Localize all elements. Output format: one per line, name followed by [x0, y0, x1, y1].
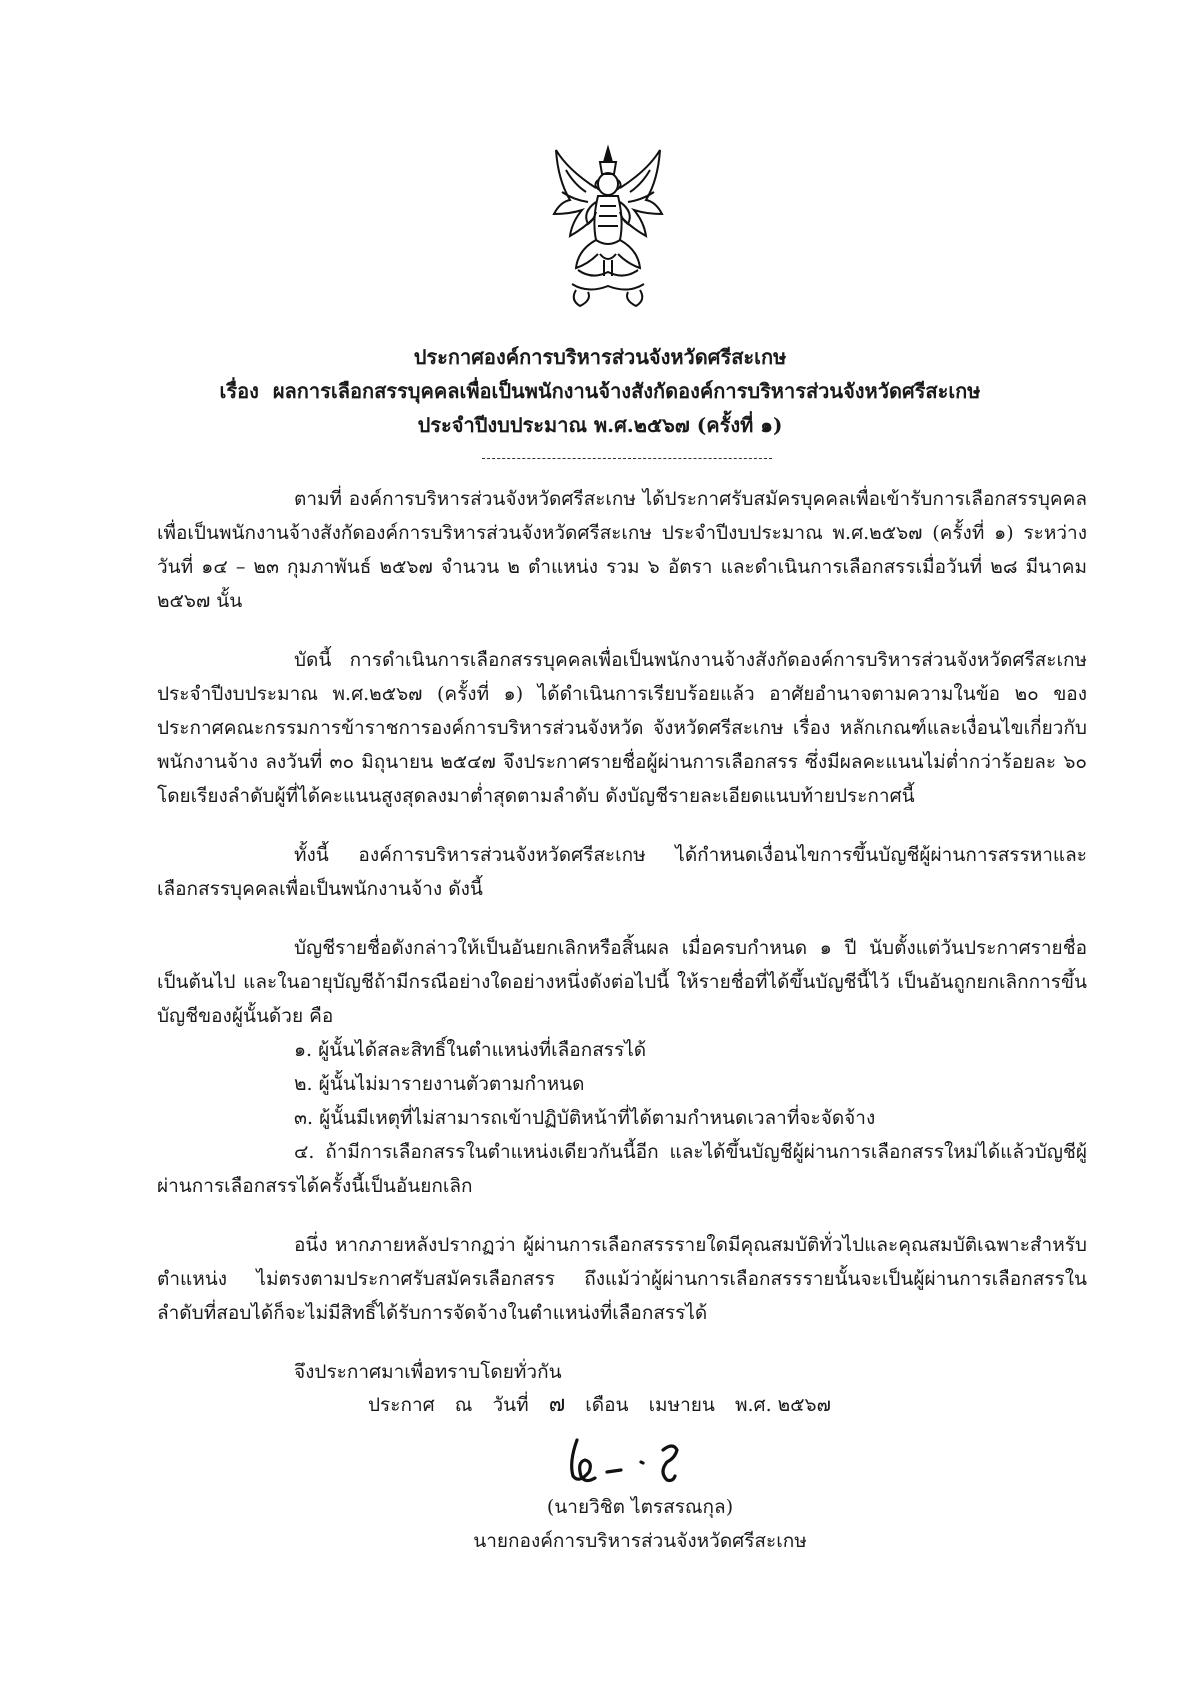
dateline-month-label: เดือน: [585, 1394, 629, 1416]
garuda-emblem-icon: [548, 140, 668, 315]
condition-item-3: ๓. ผู้นั้นมีเหตุที่ไม่สามารถเข้าปฏิบัติหน้าที่ได้ตามกำหนดเวลาที่จะจัดจ้าง: [294, 1107, 876, 1129]
announcement-body: [157, 482, 1087, 1414]
condition-item-1: ๑. ผู้นั้นได้สละสิทธิ์ในตำแหน่งที่เลือกสรรได้: [294, 1039, 647, 1061]
signer-block: [420, 1490, 860, 1558]
signer-position: นายกองค์การบริหารส่วนจังหวัดศรีสะเกษ: [473, 1530, 807, 1552]
paragraph-5: อนึ่ง หากภายหลังปรากฏว่า ผู้ผ่านการเลือกสรรรายใดมีคุณสมบัติทั่วไปและคุณสมบัติเฉพาะสำหรับตำแหน่ง ไม่ตรงตามประกาศรับสมัครเลือกสรร ถึงแม้ว่าผู้ผ่านการเลือกสรรรายนั้นจะเป็นผู้ผ่านการเลือกสรรในลำดับที่สอบได้ก็จะไม่มีสิทธิ์ได้รับการจัดจ้างในตำแหน่งที่เลือกสรรได้: [157, 1234, 1087, 1324]
subject-text: ผลการเลือกสรรบุคคลเพื่อเป็นพนักงานจ้างสังกัดองค์การบริหารส่วนจังหวัดศรีสะเกษ: [272, 379, 981, 403]
paragraph-2: บัดนี้ การดำเนินการเลือกสรรบุคคลเพื่อเป็นพนักงานจ้างสังกัดองค์การบริหารส่วนจังหวัดศรีสะเกษ ประจำปีงบประมาณ พ.ศ.๒๕๖๗ (ครั้งที่ ๑) ได้ดำเนินการเรียบร้อยแล้ว อาศัยอำนาจตามความในข้อ ๒๐ ของประกาศคณะกรรมการข้าราชการองค์การบริหารส่วนจังหวัด จังหวัดศรีสะเกษ เรื่อง หลักเกณฑ์และเงื่อนไขเกี่ยวกับพนักงานจ้าง ลงวันที่ ๓๐ มิถุนายน ๒๕๔๗ จึงประกาศรายชื่อผู้ผ่านการเลือกสรร ซึ่งมีผลคะแนนไม่ต่ำกว่าร้อยละ ๖๐ โดยเรียงลำดับผู้ที่ได้คะแนนสูงสุดลงมาต่ำสุดตามลำดับ ดังบัญชีรายละเอียดแนบท้ายประกาศนี้: [157, 649, 1087, 807]
signer-name: (นายวิชิต ไตรสรณกุล): [546, 1496, 734, 1518]
heading-divider: [482, 458, 772, 459]
announcement-dateline: [368, 1388, 845, 1422]
paragraph-3: ทั้งนี้ องค์การบริหารส่วนจังหวัดศรีสะเกษ ได้กำหนดเงื่อนไขการขึ้นบัญชีผู้ผ่านการสรรหาและเลือกสรรบุคคลเพื่อเป็นพนักงานจ้าง ดังนี้: [157, 844, 1087, 900]
subject-label: เรื่อง: [219, 379, 259, 403]
closing-statement: จึงประกาศมาเพื่อทราบโดยทั่วกัน: [294, 1361, 562, 1383]
dateline-announced: ประกาศ: [368, 1394, 435, 1416]
condition-item-4: ๔. ถ้ามีการเลือกสรรในตำแหน่งเดียวกันนี้อีก และได้ขึ้นบัญชีผู้ผ่านการเลือกสรรใหม่ได้แล้วบัญชีผู้ผ่านการเลือกสรรได้ครั้งนี้เป็นอันยกเลิก: [157, 1141, 1087, 1197]
dateline-day-label: วันที่: [492, 1394, 529, 1416]
subject-line: [150, 374, 1050, 408]
paragraph-1: ตามที่ องค์การบริหารส่วนจังหวัดศรีสะเกษ ได้ประกาศรับสมัครบุคคลเพื่อเข้ารับการเลือกสรรบุคคลเพื่อเป็นพนักงานจ้างสังกัดองค์การบริหารส่วนจังหวัดศรีสะเกษ ประจำปีงบประมาณ พ.ศ.๒๕๖๗ (ครั้งที่ ๑) ระหว่างวันที่ ๑๔ – ๒๓ กุมภาพันธ์ ๒๕๖๗ จำนวน ๒ ตำแหน่ง รวม ๖ อัตรา และดำเนินการเลือกสรรเมื่อวันที่ ๒๘ มีนาคม ๒๕๖๗ นั้น: [157, 488, 1087, 612]
handwritten-signature: [555, 1432, 705, 1492]
dateline-at: ณ: [454, 1394, 473, 1416]
announcement-heading: [150, 340, 1050, 442]
dateline-month: เมษายน: [648, 1394, 715, 1416]
condition-item-2: ๒. ผู้นั้นไม่มารายงานตัวตามกำหนด: [294, 1073, 585, 1095]
dateline-day: ๗: [548, 1392, 566, 1417]
org-title: ประกาศองค์การบริหารส่วนจังหวัดศรีสะเกษ: [413, 345, 787, 369]
fiscal-line: ประจำปีงบประมาณ พ.ศ.๒๕๖๗ (ครั้งที่ ๑): [417, 413, 783, 437]
dateline-year: พ.ศ. ๒๕๖๗: [734, 1394, 831, 1416]
paragraph-4: บัญชีรายชื่อดังกล่าวให้เป็นอันยกเลิกหรือสิ้นผล เมื่อครบกำหนด ๑ ปี นับตั้งแต่วันประกาศรายชื่อเป็นต้นไป และในอายุบัญชีถ้ามีกรณีอย่างใดอย่างหนึ่งดังต่อไปนี้ ให้รายชื่อที่ได้ขึ้นบัญชีนี้ไว้ เป็นอันถูกยกเลิกการขึ้นบัญชีของผู้นั้นด้วย คือ: [157, 937, 1087, 1027]
